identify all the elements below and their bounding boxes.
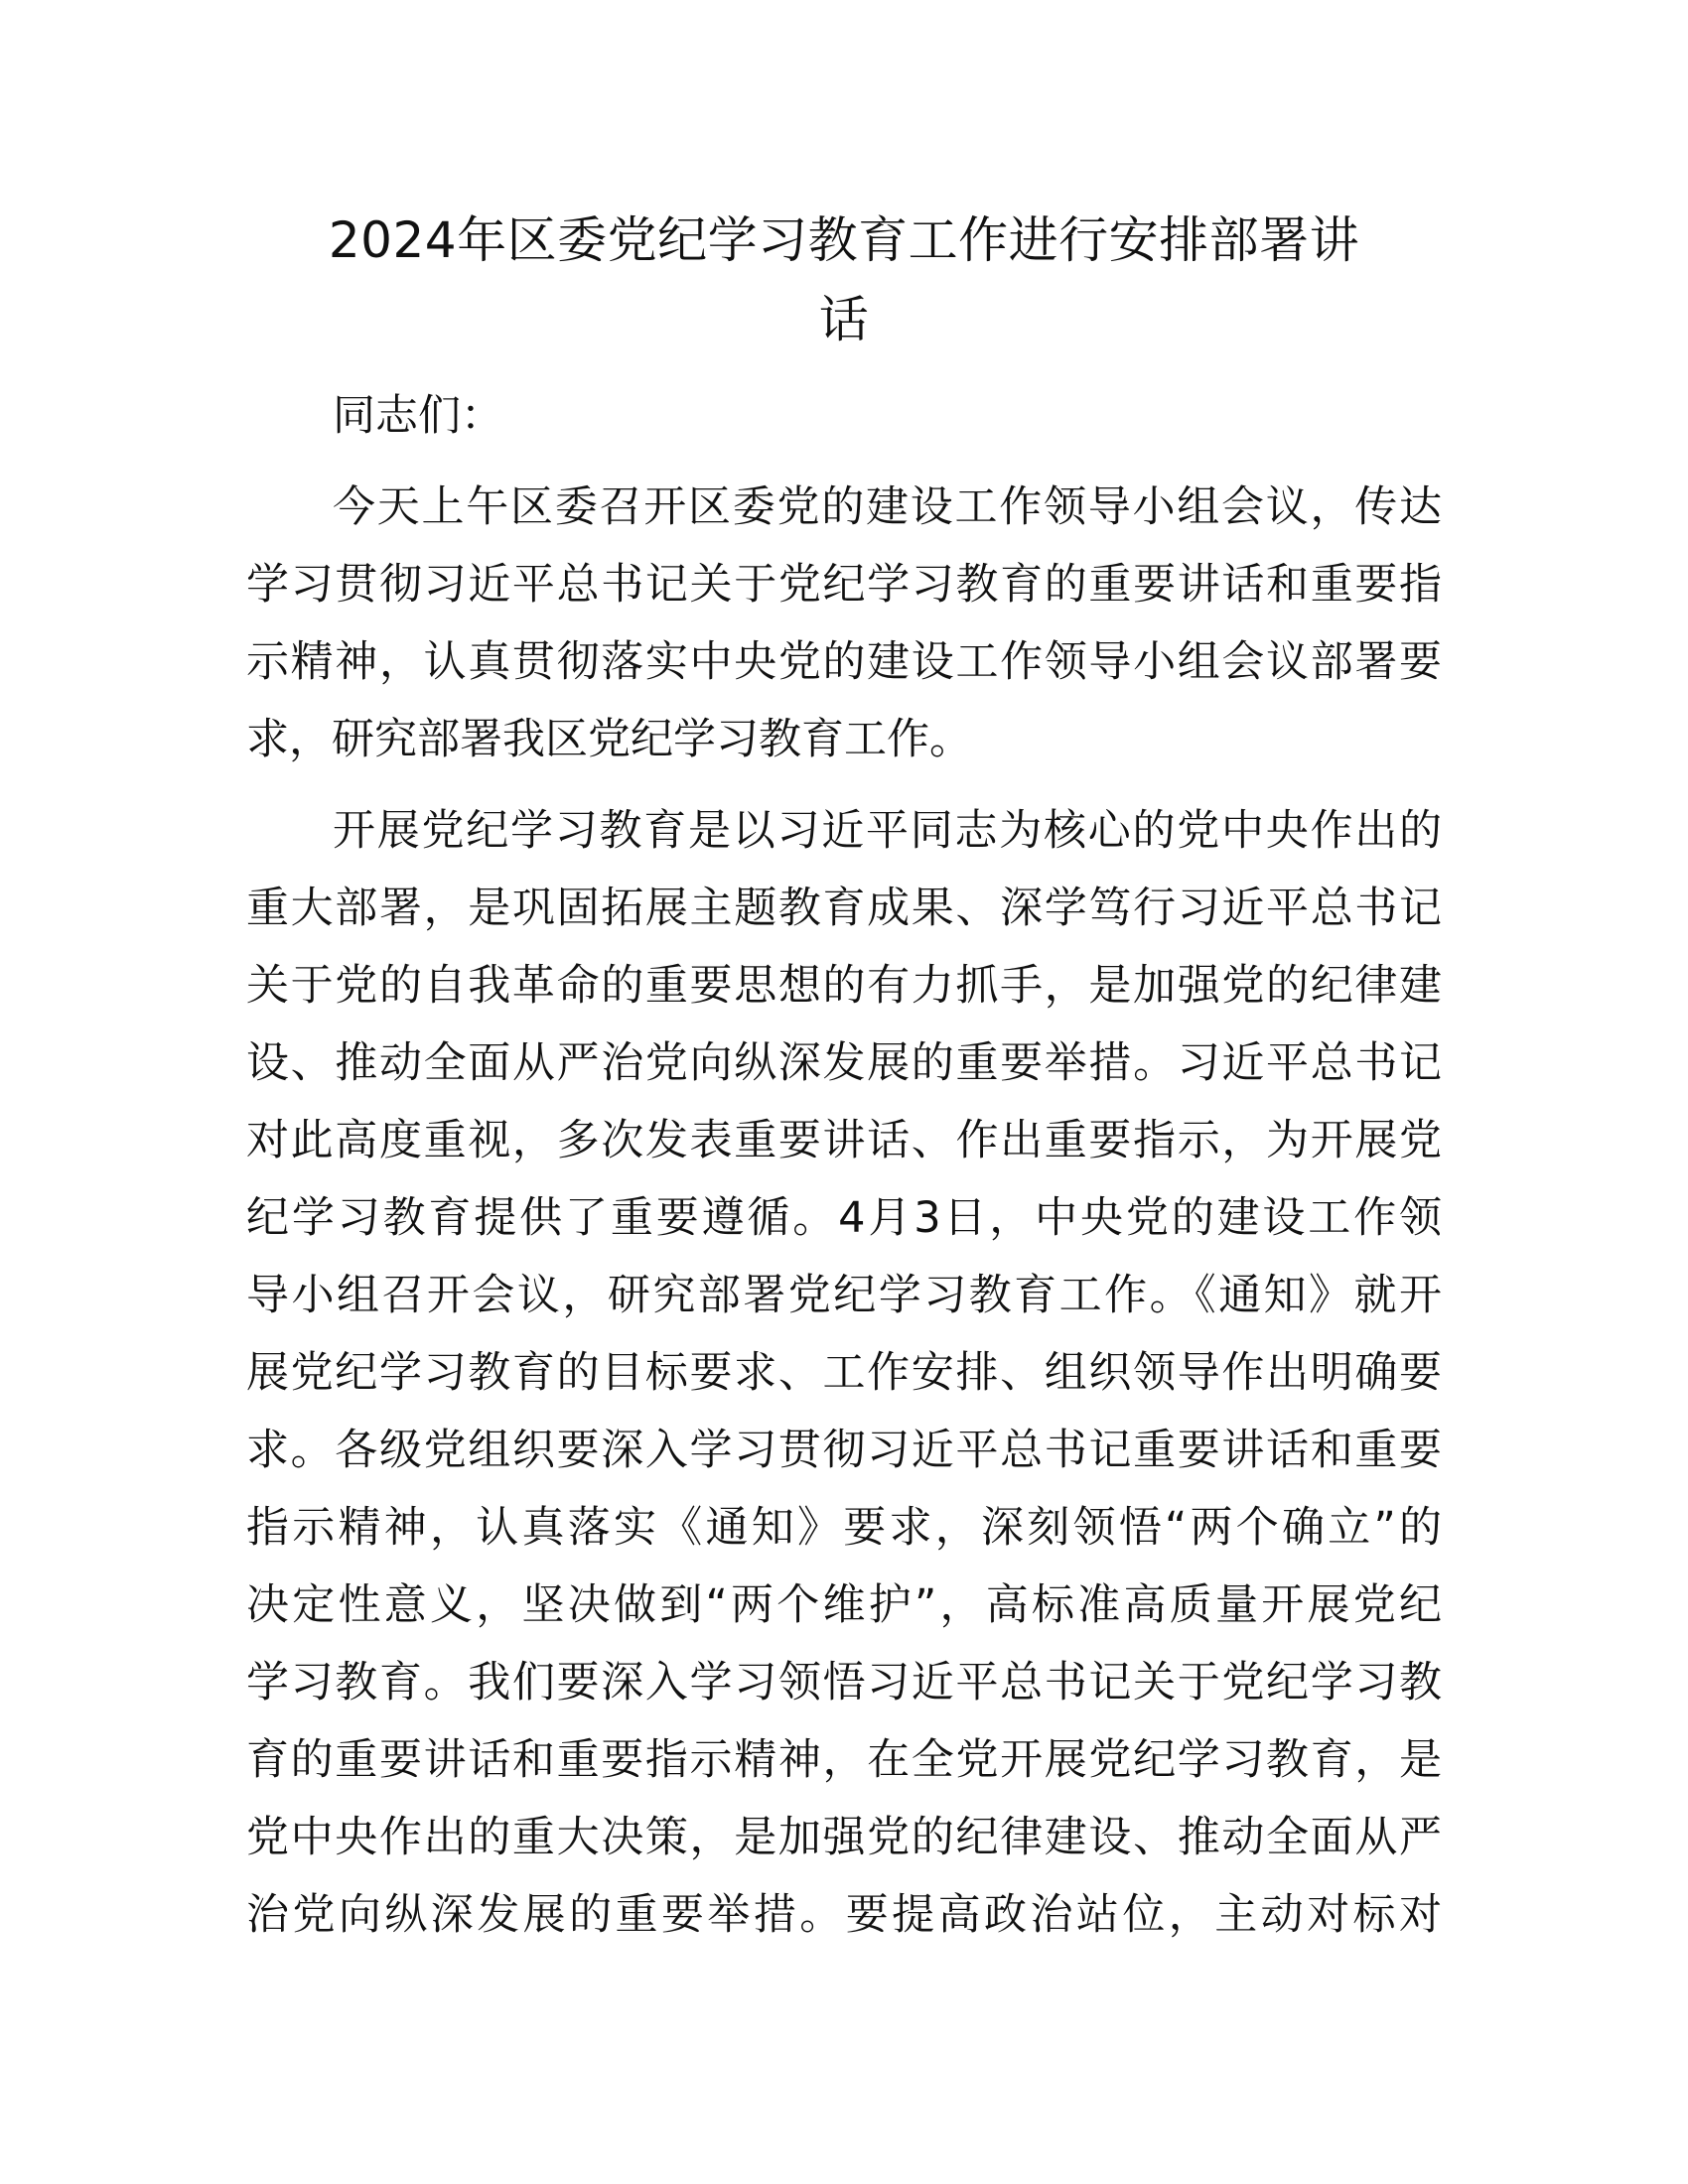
paragraph-line: 育的重要讲话和重要指示精神，在全党开展党纪学习教育，是 (246, 1735, 1442, 1785)
paragraph-line: 指示精神，认真落实《通知》要求，深刻领悟“两个确立”的 (246, 1503, 1442, 1553)
paragraph-line: 设、推动全面从严治党向纵深发展的重要举措。习近平总书记 (246, 1038, 1442, 1088)
paragraph-line: 今天上午区委召开区委党的建设工作领导小组会议，传达 (333, 482, 1442, 532)
salutation: 同志们： (333, 391, 503, 441)
paragraph-line: 开展党纪学习教育是以习近平同志为核心的党中央作出的 (333, 806, 1442, 856)
document-title (246, 201, 1442, 359)
paragraph-line: 治党向纵深发展的重要举措。要提高政治站位，主动对标对 (246, 1890, 1442, 1940)
paragraph-line: 纪学习教育提供了重要遵循。4月3日，中央党的建设工作领 (246, 1193, 1442, 1243)
title-line-2: 话 (818, 291, 870, 348)
title-line-1: 2024年区委党纪学习教育工作进行安排部署讲 (328, 211, 1360, 269)
paragraph-line: 求。各级党组织要深入学习贯彻习近平总书记重要讲话和重要 (246, 1426, 1442, 1475)
paragraph-line: 重大部署，是巩固拓展主题教育成果、深学笃行习近平总书记 (246, 884, 1442, 933)
paragraph-line: 决定性意义，坚决做到“两个维护”，高标准高质量开展党纪 (246, 1580, 1442, 1630)
paragraph-line: 导小组召开会议，研究部署党纪学习教育工作。《通知》就开 (246, 1271, 1442, 1320)
paragraph-line: 示精神，认真贯彻落实中央党的建设工作领导小组会议部署要 (246, 637, 1442, 687)
paragraph-line: 学习贯彻习近平总书记关于党纪学习教育的重要讲话和重要指 (246, 560, 1442, 610)
paragraph-line: 关于党的自我革命的重要思想的有力抓手，是加强党的纪律建 (246, 961, 1442, 1011)
paragraph-line: 求，研究部署我区党纪学习教育工作。 (246, 715, 972, 764)
paragraph-line: 展党纪学习教育的目标要求、工作安排、组织领导作出明确要 (246, 1348, 1442, 1398)
paragraph-line: 对此高度重视，多次发表重要讲话、作出重要指示，为开展党 (246, 1116, 1442, 1165)
paragraph-line: 党中央作出的重大决策，是加强党的纪律建设、推动全面从严 (246, 1813, 1442, 1862)
paragraph-line: 学习教育。我们要深入学习领悟习近平总书记关于党纪学习教 (246, 1658, 1442, 1707)
